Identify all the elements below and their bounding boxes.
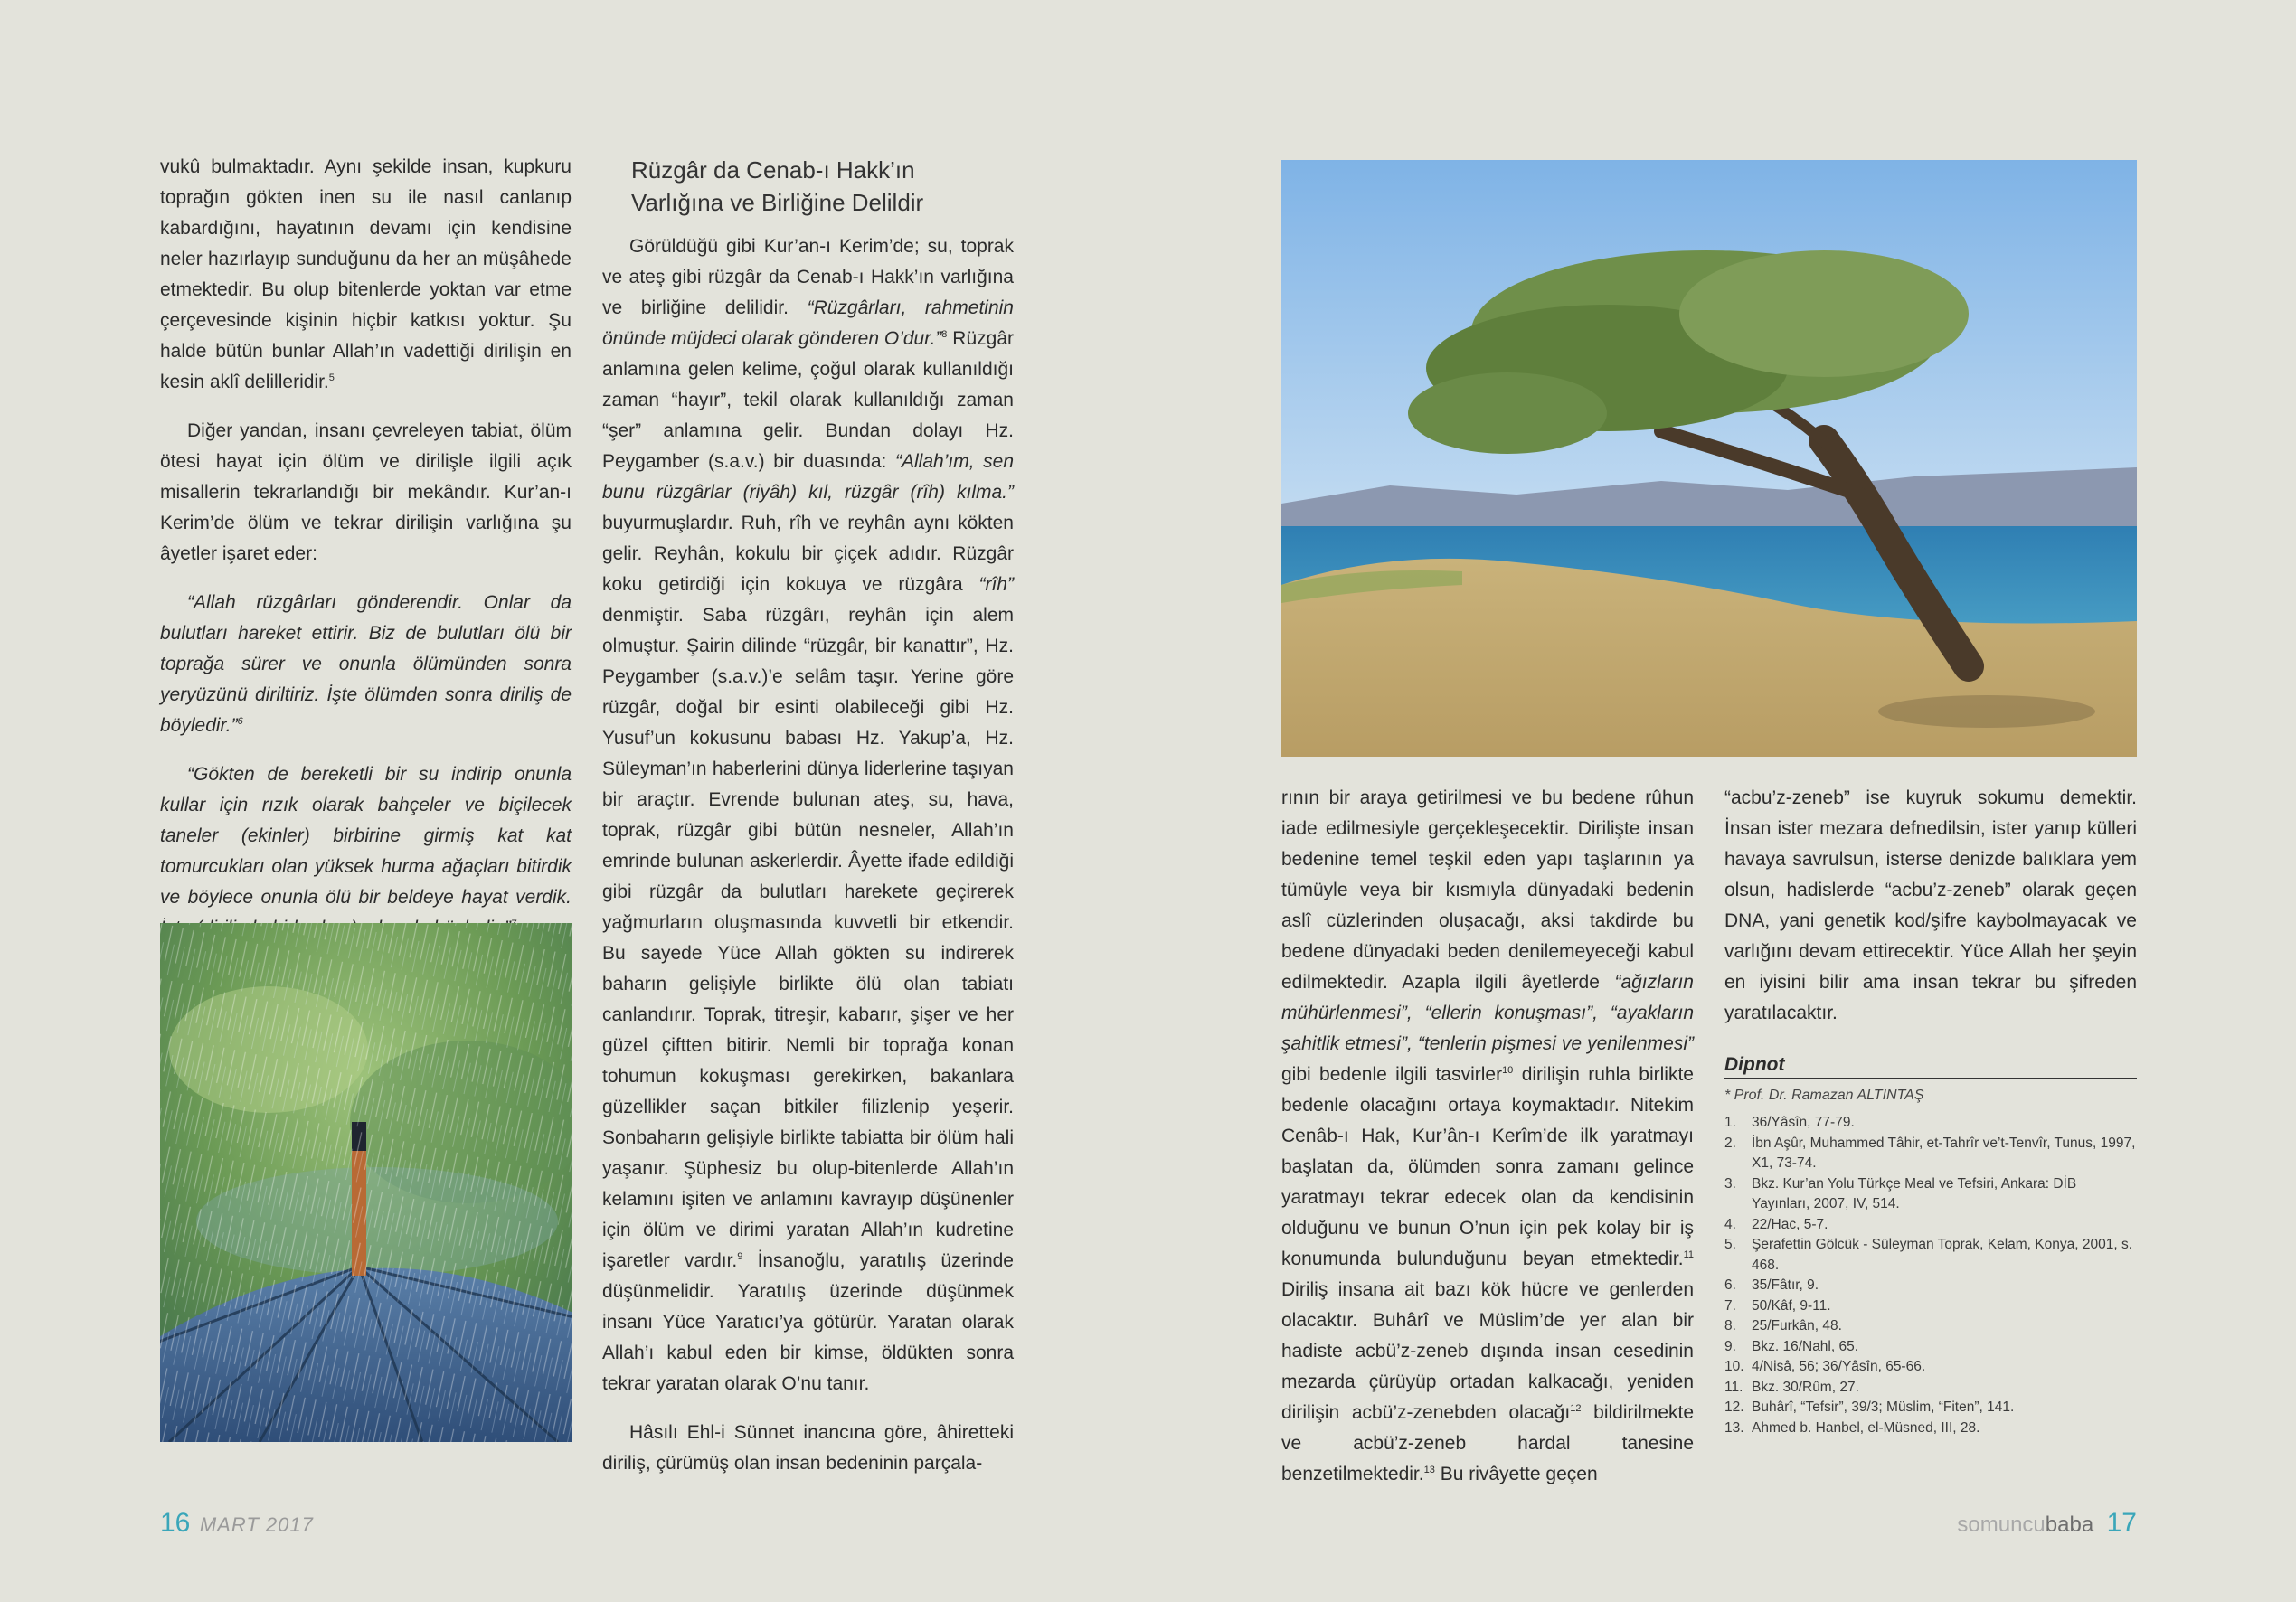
footnote-item: 9. Bkz. 16/Nahl, 65. xyxy=(1724,1338,1859,1354)
issue-date: MART 2017 xyxy=(199,1513,314,1536)
paragraph: Hâsılı Ehl-i Sünnet inancına göre, âhiretteki diriliş, çürümüş olan insan bedeninin parçala- xyxy=(602,1422,1014,1474)
footnote-item: 3. Bkz. Kur’an Yolu Türkçe Meal ve Tefsiri, Ankara: DİB Yayınları, 2007, IV, 514. xyxy=(1724,1175,2077,1211)
umbrella-rain-photo xyxy=(160,923,572,1442)
footnote-item: 13. Ahmed b. Hanbel, el-Müsned, III, 28. xyxy=(1724,1419,1980,1436)
folio-left xyxy=(160,1508,314,1539)
page-number: 17 xyxy=(2106,1508,2137,1538)
paragraph: rının bir araya getirilmesi ve bu bedene rûhun iade edilmesiyle gerçekleşecektir. Dirilişte insan bedenine temel teşkil eden yapı taşlarının ya tümüyle veya bir kısmıyla dünyadaki bedenin aslî cüzlerinden oluşacağı, aksi takdirde bu bedene dünyadaki beden denilemeyeceği kabul edilmektedir. Azapla ilgili âyetlerde “ağızların mühürlenmesi”, “ellerin konuşması”, “ayakların şahitlik etmesi”, “tenlerin pişmesi ve yenilenmesi” gibi bedenle ilgili tasvirler$^{10}$ dirilişin ruhla birlikte bedenle olacağını ortaya koymaktadır. Nitekim Cenâb-ı Hak, Kur’ân-ı Kerîm’de ilk yaratmayı başlatan da, ölümden sonra zamanı gelince yaratmayı tekrar edecek olan da kendisinin olduğunu ve bunun O’nun için pek kolay bir iş konumunda bulunduğunu beyan etmektedir.$^{11}$ Diriliş insana ait bazı kök hücre ve genlerden olacaktır. Buhârî ve Müslim’de yer alan bir hadiste acbü’z-zeneb dışında insan cesedinin mezarda çürüyüp ortadan kalkacağı, yeniden dirilişin acbü’z-zenebden olacağı$^{12}$ bildirilmekte ve acbü’z-zeneb hardal tanesine benzetilmektedir.$^{13}$ Bu rivâyette geçen xyxy=(1281,787,1695,1484)
footnote-item: 6. 35/Fâtır, 9. xyxy=(1724,1277,1819,1293)
page-number: 16 xyxy=(160,1508,191,1538)
footnote-item: 5. Şerafettin Gölcük - Süleyman Toprak, Kelam, Konya, 2001, s. 468. xyxy=(1724,1237,2133,1273)
footnote-item: 4. 22/Hac, 5-7. xyxy=(1724,1216,1828,1232)
footnote-item: 12. Buhârî, “Tefsir”, 39/3; Müslim, “Fiten”, 141. xyxy=(1724,1399,2015,1415)
paragraph: Diğer yandan, insanı çevreleyen tabiat, ölüm ötesi hayat için ölüm ve dirilişle ilgili açık misallerin tekrarlandığı bir mekândır. Kur’an-ı Kerim’de ölüm ve tekrar dirilişin varlığına şu âyetler işaret eder: xyxy=(160,420,572,564)
paragraph: Görüldüğü gibi Kur’an-ı Kerim’de; su, toprak ve ateş gibi rüzgâr da Cenab-ı Hakk’ın varlığına ve birliğine delilidir. “Rüzgârları, rahmetinin önünde müjdeci olarak gönderen O’dur.”$^8$ Rüzgâr anlamına gelen kelime, çoğul olarak kullanıldığı zaman “hayır”, tekil olarak kullanıldığı zaman “şer” anlamına gelir. Bundan dolayı Hz. Peygamber (s.a.v.) bir duasında: “Allah’ım, sen bunu rüzgârlar (riyâh) kıl, rüzgâr (rîh) kılma.” buyurmuşlardır. Ruh, rîh ve reyhân aynı kökten gelir. Reyhân, kokulu bir çiçek adıdır. Rüzgâr koku getirdiği için kokuya ve rüzgâra “rîh” denmiştir. Saba rüzgârı, reyhân için alem olmuştur. Şairin dilinde “rüzgâr, bir kanattır”, Hz. Peygamber (s.a.v.)’e selâm taşır. Yerine göre rüzgâr, doğal bir esinti olabileceği gibi Hz. Yusuf’un kokusunu babası Hz. Yakup’a, Hz. Süleyman’ın haberlerini dünya liderlerine taşıyan bir araçtır. Evrende bulunan ateş, su, hava, toprak, rüzgâr gibi bütün nesneler, Allah’ın emrinde bulunan askerlerdir. Âyette ifade edildiği gibi rüzgâr da bulutları harekete geçirerek yağmurların oluşmasında kuvvetli bir etkendir. Bu sayede Yüce Allah gökten su indirerek baharın gelişiyle birlikte ölü olan tabiatı canlandırır. Toprak, titreşir, kabarır, şişer ve her güzel çiftten bitirir. Nemli bir toprağa konan tohumun kokuşması gerekirken, bakanlara güzellikler saçan bitkiler filizlenip yeşerir. Sonbaharın gelişiyle birlikte tabiatta bir ölüm hali yaşanır. Şüphesiz bu olup-bitenlerde Allah’ın kelamını işiten ve anlamını kavrayıp düşünenler için ölüm ve dirimi yaratan Allah’ın kudretine işaretler vardır.$^9$ İnsanoğlu, yaratılış üzerinde düşünmelidir. Yaratılış üzerinde düşünmek insanı Yüce Yaratıcı’ya götürür. Yaratan olarak Allah’ı kabul eden bir kimse, öldükten sonra tekrar yaratan olarak O’nu tanır. xyxy=(602,236,1014,1394)
text-column-4 xyxy=(1724,783,2137,1047)
quote-verse: “Gökten de bereketli bir su indirip onunla kullar için rızık olarak bahçeler ve biçilecek taneler (ekinler) birbirine girmiş kat kat tomurcukları olan yüksek hurma ağaçları bitirdik ve böylece onunla ölü bir beldeye hayat verdik. xyxy=(160,764,572,908)
footnote-item: 8. 25/Furkân, 48. xyxy=(1724,1318,1842,1333)
paragraph: vukû bulmaktadır. Aynı şekilde insan, kupkuru toprağın gökten inen su ile nasıl canlanıp kabardığını, hayatının devamı için kendisine neler hazırlayıp sunduğunu da her an müşâhede etmektedir. Bu olup bitenlerde yoktan var etme çerçevesinde kişinin hiçbir katkısı yoktur. Şu halde bütün bunlar Allah’ın vadettiği dirilişin en kesin aklî delilleridir.$^5$ xyxy=(160,156,572,392)
footnote-item: 2. İbn Aşûr, Muhammed Tâhir, et-Tahrîr ve’t-Tenvîr, Tunus, 1997, X1, 73-74. xyxy=(1724,1135,2136,1171)
section-heading: Rüzgâr da Cenab-ı Hakk’ın Varlığına ve Birliğine Delildir xyxy=(631,156,924,216)
magazine-name-bold: baba xyxy=(2045,1512,2094,1537)
folio-right xyxy=(1957,1508,2137,1539)
text-column-3 xyxy=(1281,783,1694,1508)
quote-verse: “Allah rüzgârları gönderendir. Onlar da bulutları hareket ettirir. Biz de bulutları ölü bir toprağa sürer ve onunla ölümünden sonra yeryüzünü diriltiriz. İşte ölümden sonra diriliş de böyledir.”$^6$ xyxy=(160,592,572,736)
windswept-tree-photo xyxy=(1281,160,2137,757)
author-note: * Prof. Dr. Ramazan ALTINTAŞ xyxy=(1724,1088,1924,1103)
footnote-item: 11. Bkz. 30/Rûm, 27. xyxy=(1724,1379,1859,1395)
footnote-item: 1. 36/Yâsîn, 77-79. xyxy=(1724,1115,1855,1130)
magazine-name: somuncu xyxy=(1957,1512,2046,1537)
footnote-item: 10. 4/Nisâ, 56; 36/Yâsîn, 65-66. xyxy=(1724,1359,1926,1374)
text-column-2 xyxy=(602,231,1014,1497)
footnote-item: 7. 50/Kâf, 9-11. xyxy=(1724,1297,1831,1314)
paragraph: “acbu’z-zeneb” ise kuyruk sokumu demektir. İnsan ister mezara defnedilsin, ister yanıp külleri havaya savrulsun, isterse denizde balıklara yem olsun, hadislerde “acbu’z-zeneb” olarak geçen DNA, yani genetik kod/şifre kaybolmayacak ve varlığını devam ettirecektir. Yüce Allah her şeyin en iyisini bilir ama insan tekrar bu şifreden yaratılacaktır. xyxy=(1724,787,2137,1023)
text-column-1 xyxy=(160,152,572,962)
footnotes-title: Dipnot xyxy=(1724,1054,2137,1079)
footnote-list xyxy=(1724,1113,2137,1438)
